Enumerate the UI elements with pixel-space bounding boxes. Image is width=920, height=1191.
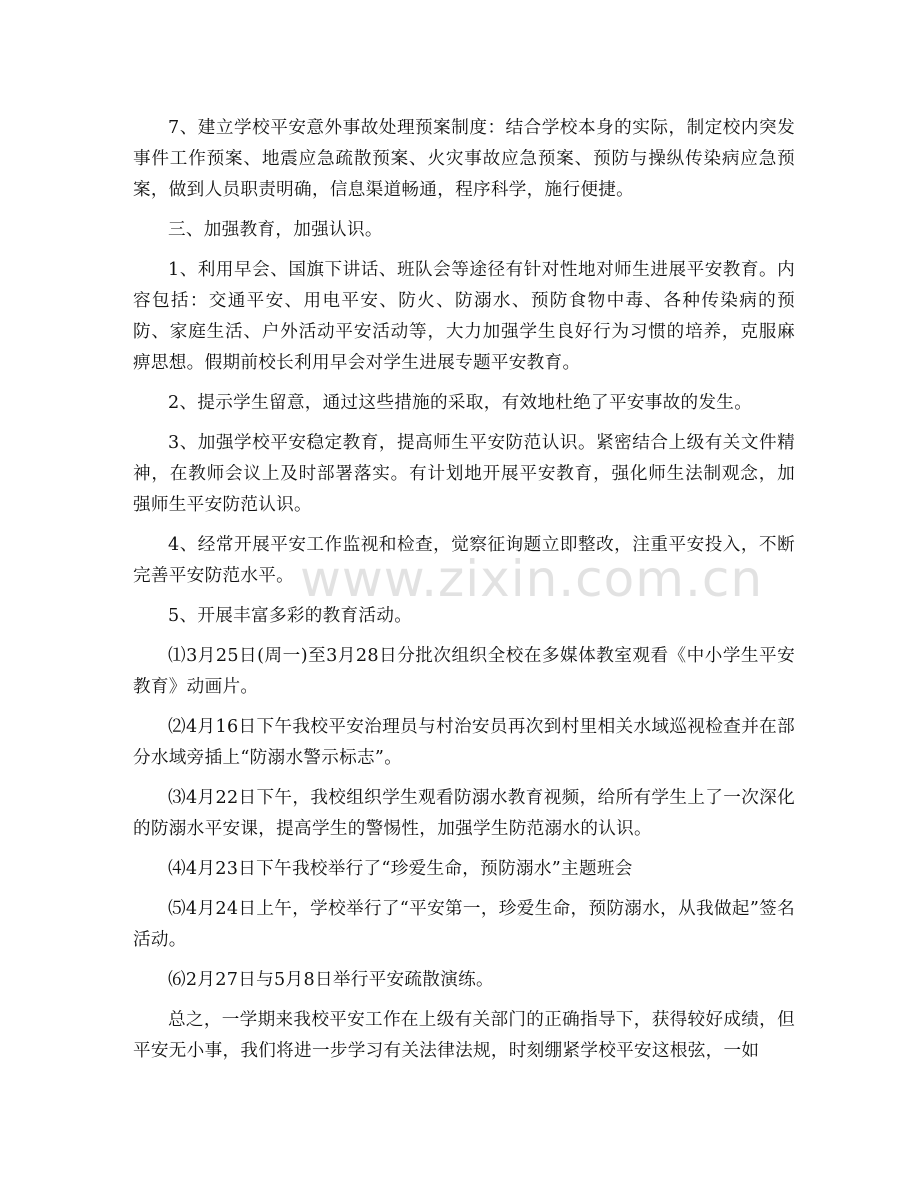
paragraph-3-stability-education: 3、加强学校平安稳定教育，提高师生平安防范认识。紧密结合上级有关文件精神，在教师会议上及时部署落实。有计划地开展平安教育，强化师生法制观念，加强师生平安防范认识。 xyxy=(133,433,795,515)
document-body xyxy=(133,113,795,1076)
activity-item-1: ⑴3月25日(周一)至3月28日分批次组织全校在多媒体教室观看《中小学生平安教育》动画片。 xyxy=(133,646,795,697)
activity-item-4: ⑷4月23日下午我校举行了“珍爱生命，预防溺水”主题班会 xyxy=(168,859,633,879)
paragraph-2-reminders: 2、提示学生留意，通过这些措施的采取，有效地杜绝了平安事故的发生。 xyxy=(168,393,753,413)
activity-item-2: ⑵4月16日下午我校平安治理员与村治安员再次到村里相关水域巡视检查并在部分水域旁插上“防溺水警示标志”。 xyxy=(133,717,795,768)
paragraph-summary: 总之，一学期来我校平安工作在上级有关部门的正确指导下，获得较好成绩，但平安无小事，我们将进一步学习有关法律法规，时刻绷紧学校平安这根弦，一如 xyxy=(133,1010,795,1061)
paragraph-1-safety-education: 1、利用早会、国旗下讲话、班队会等途径有针对性地对师生进展平安教育。内容包括：交通平安、用电平安、防火、防溺水、预防食物中毒、各种传染病的预防、家庭生活、户外活动平安活动等，大力加强学生良好行为习惯的培养，克服麻痹思想。假期前校长利用早会对学生进展专题平安教育。 xyxy=(133,260,795,373)
paragraph-7-emergency-plans: 7、建立学校平安意外事故处理预案制度：结合学校本身的实际，制定校内突发事件工作预案、地震应急疏散预案、火灾事故应急预案、预防与操纵传染病应急预案，做到人员职责明确，信息渠道畅通，程序科学，施行便捷。 xyxy=(133,118,795,200)
paragraph-5-activities: 5、开展丰富多彩的教育活动。 xyxy=(168,606,413,626)
paragraph-4-inspection: 4、经常开展平安工作监视和检查，觉察征询题立即整改，注重平安投入，不断完善平安防范水平。 xyxy=(133,535,795,586)
activity-item-3: ⑶4月22日下午，我校组织学生观看防溺水教育视频，给所有学生上了一次深化的防溺水平安课，提高学生的警惕性，加强学生防范溺水的认识。 xyxy=(133,788,795,839)
activity-item-6: ⑹2月27日与5月8日举行平安疏散演练。 xyxy=(168,970,494,990)
activity-item-5: ⑸4月24日上午，学校举行了“平安第一，珍爱生命，预防溺水，从我做起”签名活动。 xyxy=(133,899,795,950)
watermark: www.zixin.com.cn xyxy=(300,550,764,608)
section-heading-education: 三、加强教育，加强认识。 xyxy=(168,220,383,240)
